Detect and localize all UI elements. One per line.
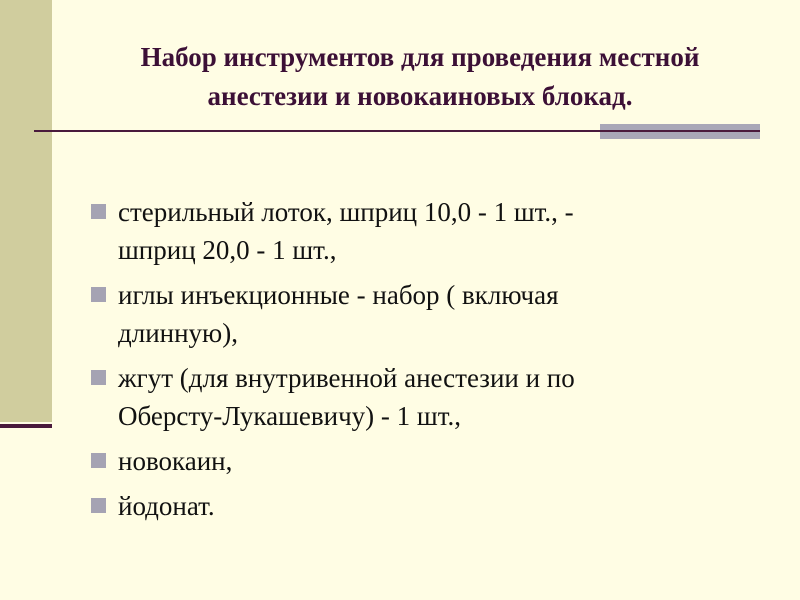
list-item-text-line-1: жгут (для внутривенной анестезии и по [118,363,575,393]
instrument-list [90,193,695,532]
slide-title-line-1: Набор инструментов для проведения местной [140,42,700,72]
list-item-text-line-2: шприц 20,0 - 1 шт., [118,235,337,265]
list-item-text: йодонат. [118,491,215,521]
square-bullet-icon [91,204,106,219]
square-bullet-icon [91,453,106,468]
square-bullet-icon [91,498,106,513]
list-item-text-line-2: длинную), [118,318,238,348]
title-divider-rule-overlay [600,130,760,132]
list-item [90,193,695,269]
list-item [90,442,695,480]
list-item-text: новокаин, [118,446,233,476]
square-bullet-icon [91,370,106,385]
list-item-text-line-1: иглы инъекционные - набор ( включая [118,280,559,310]
slide-title [60,38,780,116]
square-bullet-icon [91,287,106,302]
list-item [90,276,695,352]
list-item [90,487,695,525]
left-band-underline [0,424,52,428]
list-item-text-line-1: стерильный лоток, шприц 10,0 - 1 шт., - [118,197,574,227]
list-item-text-line-2: Оберсту-Лукашевичу) - 1 шт., [118,401,461,431]
left-decorative-band [0,0,52,422]
slide-title-line-2: анестезии и новокаиновых блокад. [207,81,633,111]
list-item [90,359,695,435]
